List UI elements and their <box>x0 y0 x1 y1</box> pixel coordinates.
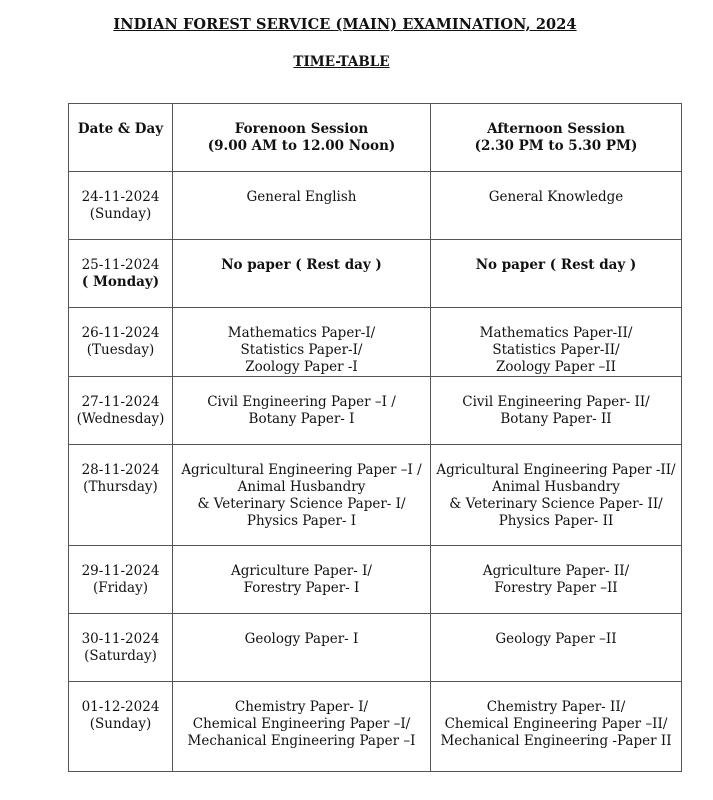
date-cell: 28-11-2024 (Thursday) <box>69 445 173 546</box>
date-cell: 24-11-2024 (Sunday) <box>69 172 173 240</box>
afternoon-cell: Mathematics Paper-II/ Statistics Paper-II/ Zoology Paper –II <box>431 308 682 377</box>
afternoon-cell: Geology Paper –II <box>431 614 682 682</box>
forenoon-cell: Agricultural Engineering Paper –I / Animal Husbandry & Veterinary Science Paper- I/ Physics Paper- I <box>173 445 431 546</box>
date-cell: 25-11-2024 ( Monday) <box>69 240 173 308</box>
date-cell: 01-12-2024 (Sunday) <box>69 682 173 772</box>
table-row <box>69 308 682 377</box>
afternoon-cell: Agricultural Engineering Paper -II/ Animal Husbandry & Veterinary Science Paper- II/ Physics Paper- II <box>431 445 682 546</box>
header-row <box>69 104 682 172</box>
header-afternoon: Afternoon Session (2.30 PM to 5.30 PM) <box>431 104 682 172</box>
header-forenoon: Forenoon Session (9.00 AM to 12.00 Noon) <box>173 104 431 172</box>
forenoon-cell: Chemistry Paper- I/ Chemical Engineering Paper –I/ Mechanical Engineering Paper –I <box>173 682 431 772</box>
forenoon-cell: General English <box>173 172 431 240</box>
afternoon-cell: Civil Engineering Paper- II/ Botany Paper- II <box>431 377 682 445</box>
afternoon-cell: Agriculture Paper- II/ Forestry Paper –II <box>431 546 682 614</box>
table-row <box>69 614 682 682</box>
forenoon-cell: Civil Engineering Paper –I / Botany Paper- I <box>173 377 431 445</box>
table-row <box>69 546 682 614</box>
table-row <box>69 377 682 445</box>
date-cell: 30-11-2024 (Saturday) <box>69 614 173 682</box>
table-row <box>69 172 682 240</box>
forenoon-cell: Mathematics Paper-I/ Statistics Paper-I/ Zoology Paper -I <box>173 308 431 377</box>
timetable <box>68 103 682 772</box>
afternoon-cell: Chemistry Paper- II/ Chemical Engineering Paper –II/ Mechanical Engineering -Paper II <box>431 682 682 772</box>
table-row <box>69 240 682 308</box>
table-row <box>69 445 682 546</box>
afternoon-cell: No paper ( Rest day ) <box>431 240 682 308</box>
document-title: INDIAN FOREST SERVICE (MAIN) EXAMINATION, 2024 <box>113 16 577 33</box>
date-cell: 29-11-2024 (Friday) <box>69 546 173 614</box>
afternoon-cell: General Knowledge <box>431 172 682 240</box>
forenoon-cell: Geology Paper- I <box>173 614 431 682</box>
header-date: Date & Day <box>69 104 173 172</box>
table-row <box>69 682 682 772</box>
forenoon-cell: No paper ( Rest day ) <box>173 240 431 308</box>
document-subtitle: TIME-TABLE <box>293 54 390 70</box>
date-cell: 26-11-2024 (Tuesday) <box>69 308 173 377</box>
date-cell: 27-11-2024 (Wednesday) <box>69 377 173 445</box>
forenoon-cell: Agriculture Paper- I/ Forestry Paper- I <box>173 546 431 614</box>
